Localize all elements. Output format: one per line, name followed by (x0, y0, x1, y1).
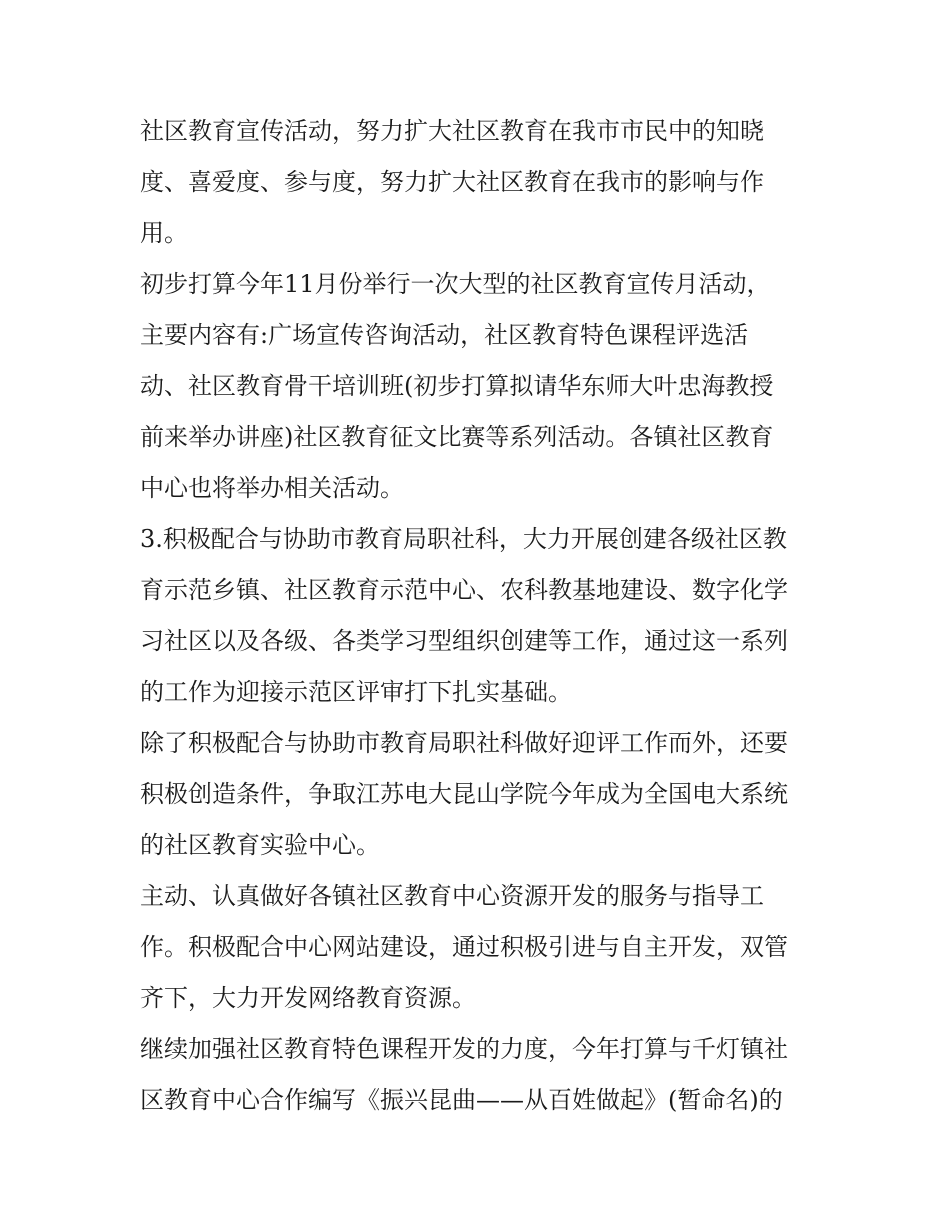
text-line-15: 的社区教育实验中心。 (140, 831, 380, 859)
text-line-4: 初步打算今年11月份举行一次大型的社区教育宣传月活动， (140, 270, 771, 298)
text-line-17: 作。积极配合中心网站建设，通过积极引进与自主开发，双管 (140, 933, 788, 961)
text-line-5: 主要内容有:广场宣传咨询活动，社区教育特色课程评选活 (140, 321, 749, 349)
text-line-18: 齐下，大力开发网络教育资源。 (140, 984, 476, 1012)
text-line-6: 动、社区教育骨干培训班(初步打算拟请华东师大叶忠海教授 (140, 372, 774, 400)
text-line-20: 区教育中心合作编写《振兴昆曲——从百姓做起》(暂命名)的 (140, 1086, 783, 1114)
text-line-14: 积极创造条件，争取江苏电大昆山学院今年成为全国电大系统 (140, 780, 788, 808)
text-line-3: 用。 (140, 219, 188, 247)
text-line-10: 育示范乡镇、社区教育示范中心、农科教基地建设、数字化学 (140, 576, 788, 604)
text-line-16: 主动、认真做好各镇社区教育中心资源开发的服务与指导工 (140, 882, 764, 910)
text-line-11: 习社区以及各级、各类学习型组织创建等工作，通过这一系列 (140, 627, 788, 655)
text-line-19: 继续加强社区教育特色课程开发的力度，今年打算与千灯镇社 (140, 1035, 788, 1063)
text-line-7: 前来举办讲座)社区教育征文比赛等系列活动。各镇社区教育 (140, 423, 774, 451)
text-line-8: 中心也将举办相关活动。 (140, 474, 404, 502)
text-line-13: 除了积极配合与协助市教育局职社科做好迎评工作而外，还要 (140, 729, 788, 757)
document-body (140, 106, 820, 1126)
text-line-9: 3.积极配合与协助市教育局职社科，大力开展创建各级社区教 (140, 525, 787, 553)
text-line-2: 度、喜爱度、参与度，努力扩大社区教育在我市的影响与作 (140, 168, 764, 196)
text-line-12: 的工作为迎接示范区评审打下扎实基础。 (140, 678, 572, 706)
text-line-1: 社区教育宣传活动，努力扩大社区教育在我市市民中的知晓 (140, 117, 764, 145)
